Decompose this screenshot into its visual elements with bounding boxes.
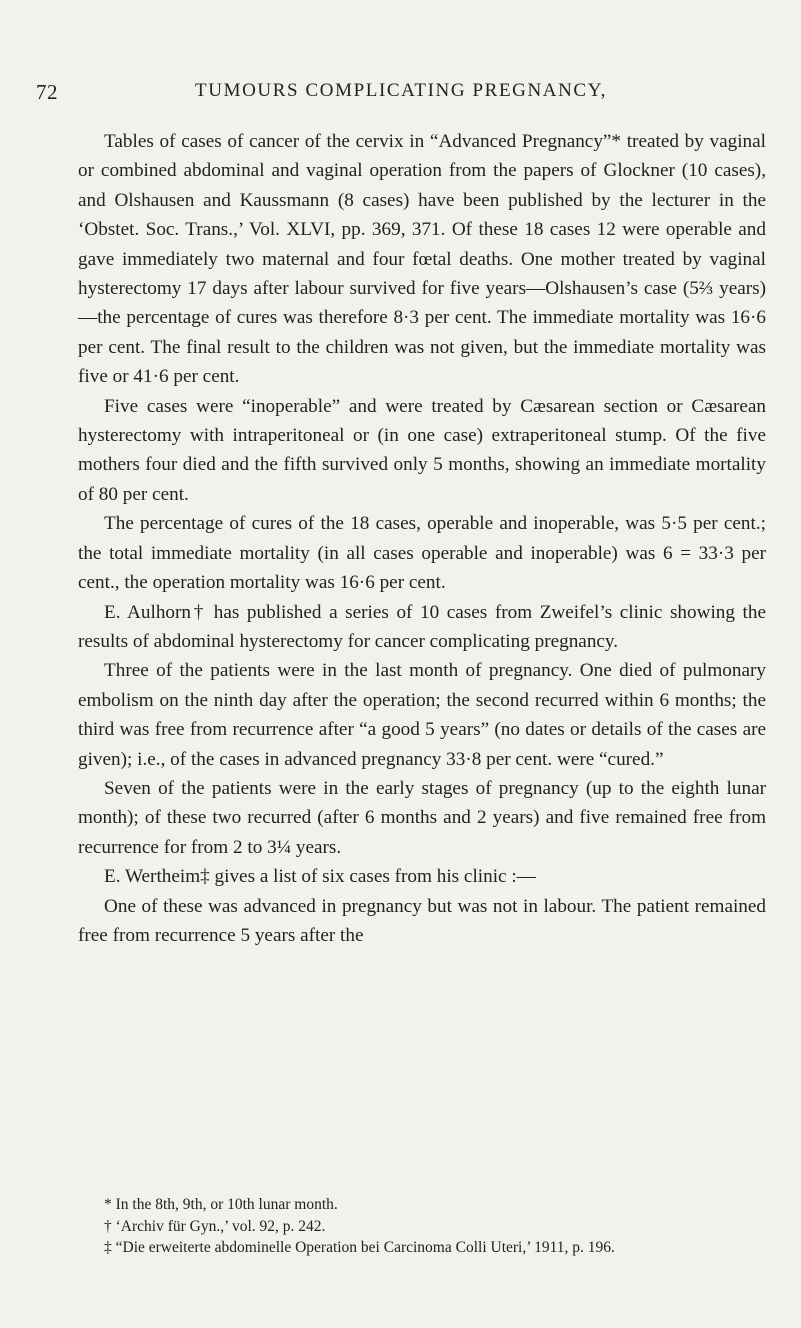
paragraph: Seven of the patients were in the early stages of pregnancy (up to the eighth lunar month); of these two recurred (after 6 months and 2 years) and five remained free from recurrence for from 2 to 3¼ years. — [78, 777, 766, 858]
paragraph: The percentage of cures of the 18 cases, operable and inoperable, was 5·5 per cent.; the total immediate mortality (in all cases operable and inoperable) was 6 = 33·3 per cent., the operation mortality was 16·6 per cent. — [78, 513, 766, 594]
paragraph: Tables of cases of cancer of the cervix in “Advanced Pregnancy”* treated by vaginal or combined abdominal and vaginal operation from the papers of Glockner (10 cases), and Olshausen and Kaussmann (8 cases) have been published by the lecturer in the ‘Obstet. Soc. Trans.,’ Vol. XLVI, pp. 369, 371. Of these 18 cases 12 were operable and gave immediately two maternal and four fœtal deaths. One mother treated by vaginal hysterectomy 17 days after labour survived for five years—Olshausen’s case (5⅔ years)—the percentage of cures was therefore 8·3 per cent. The immediate mortality was 16·6 per cent. The final result to the children was not given, but the immediate mortality was five or 41·6 per cent. — [78, 131, 766, 388]
paragraph: Five cases were “inoperable” and were treated by Cæsarean section or Cæsarean hysterectomy with intraperitoneal or (in one case) extraperitoneal stump. Of the five mothers four died and the fifth survived only 5 months, showing an immediate mortality of 80 per cent. — [78, 395, 766, 505]
paragraph: E. Aulhorn† has published a series of 10 cases from Zweifel’s clinic showing the results of abdominal hysterectomy for cancer complicating pregnancy. — [78, 601, 766, 652]
paragraph: One of these was advanced in pregnancy but was not in labour. The patient remained free from recurrence 5 years after the — [78, 895, 766, 946]
footnotes — [78, 1194, 766, 1259]
paragraph: Three of the patients were in the last month of pregnancy. One died of pulmonary embolism on the ninth day after the operation; the second recurred within 6 months; the third was free from recurrence after “a good 5 years” (no dates or details of the cases are given); i.e., of the cases in advanced pregnancy 33·8 per cent. were “cured.” — [78, 660, 766, 770]
paragraph: E. Wertheim‡ gives a list of six cases from his clinic :— — [104, 866, 536, 888]
page-number: 72 — [36, 80, 58, 104]
footnote: † ‘Archiv für Gyn.,’ vol. 92, p. 242. — [104, 1217, 326, 1235]
footnote: * In the 8th, 9th, or 10th lunar month. — [104, 1196, 338, 1213]
page-header — [36, 80, 766, 110]
footnote: ‡ “Die erweiterte abdominelle Operation bei Carcinoma Colli Uteri,’ 1911, p. 196. — [104, 1239, 615, 1256]
body-text — [78, 127, 766, 950]
running-head: TUMOURS COMPLICATING PREGNANCY, — [195, 80, 607, 101]
